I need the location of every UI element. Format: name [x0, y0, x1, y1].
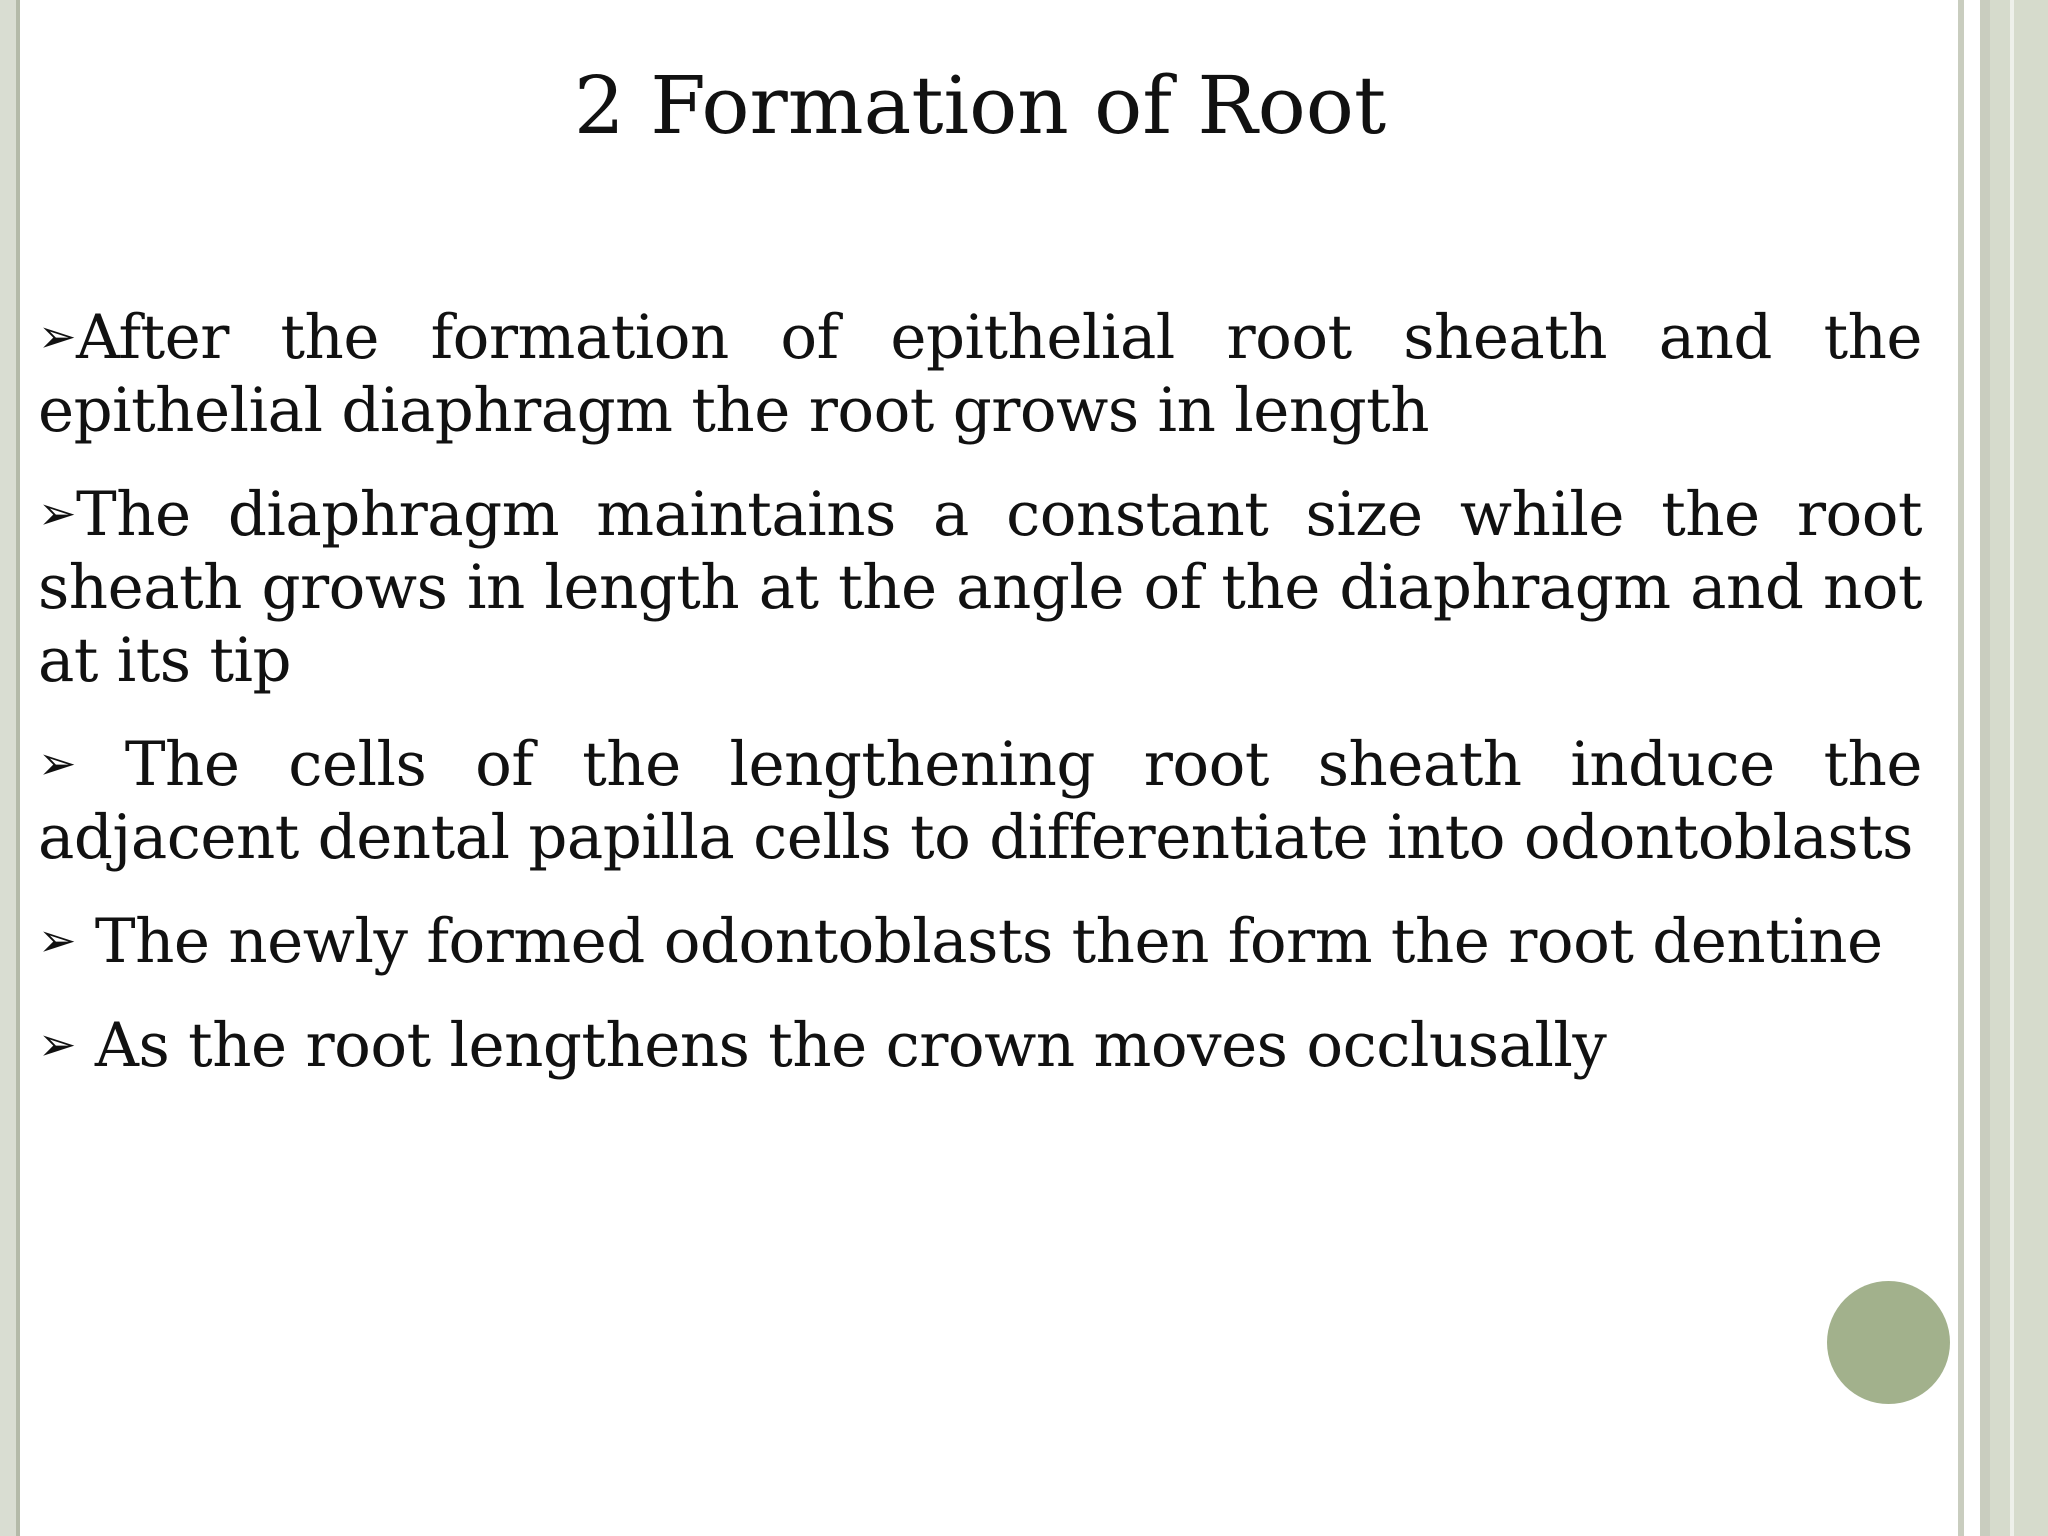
bullet-list: [38, 300, 1922, 1112]
bullet-text: The cells of the lengthening root sheath induce the adjacent dental papilla cells to differentiate into odontoblasts: [38, 729, 1922, 873]
right-frame-line-outer: [1980, 0, 1990, 1536]
bullet-item: [38, 1008, 1922, 1082]
bullet-text: As the root lengthens the crown moves occlusally: [76, 1010, 1607, 1081]
bullet-item: [38, 727, 1922, 874]
bullet-item: [38, 300, 1922, 447]
arrow-bullet-icon: ➢: [38, 486, 77, 540]
bullet-text: The newly formed odontoblasts then form the root dentine: [76, 906, 1883, 977]
arrow-bullet-icon: ➢: [38, 1017, 77, 1071]
bullet-item: [38, 477, 1922, 697]
arrow-bullet-icon: ➢: [38, 736, 77, 790]
right-frame-highlight: [2010, 0, 2014, 1536]
left-frame-bar: [0, 0, 16, 1536]
slide-title: 2 Formation of Root: [573, 59, 1387, 152]
right-frame-bar: [1990, 0, 2048, 1536]
bullet-item: [38, 904, 1922, 978]
right-frame-gap: [1964, 0, 1980, 1536]
left-frame-line: [16, 0, 20, 1536]
arrow-bullet-icon: ➢: [38, 913, 77, 967]
bullet-text: The diaphragm maintains a constant size while the root sheath grows in length at the angle of the diaphragm and not at its tip: [38, 479, 1922, 696]
decorative-circle: [1827, 1281, 1950, 1404]
bullet-text: After the formation of epithelial root sheath and the epithelial diaphragm the root grows in length: [38, 302, 1922, 446]
arrow-bullet-icon: ➢: [38, 309, 77, 363]
